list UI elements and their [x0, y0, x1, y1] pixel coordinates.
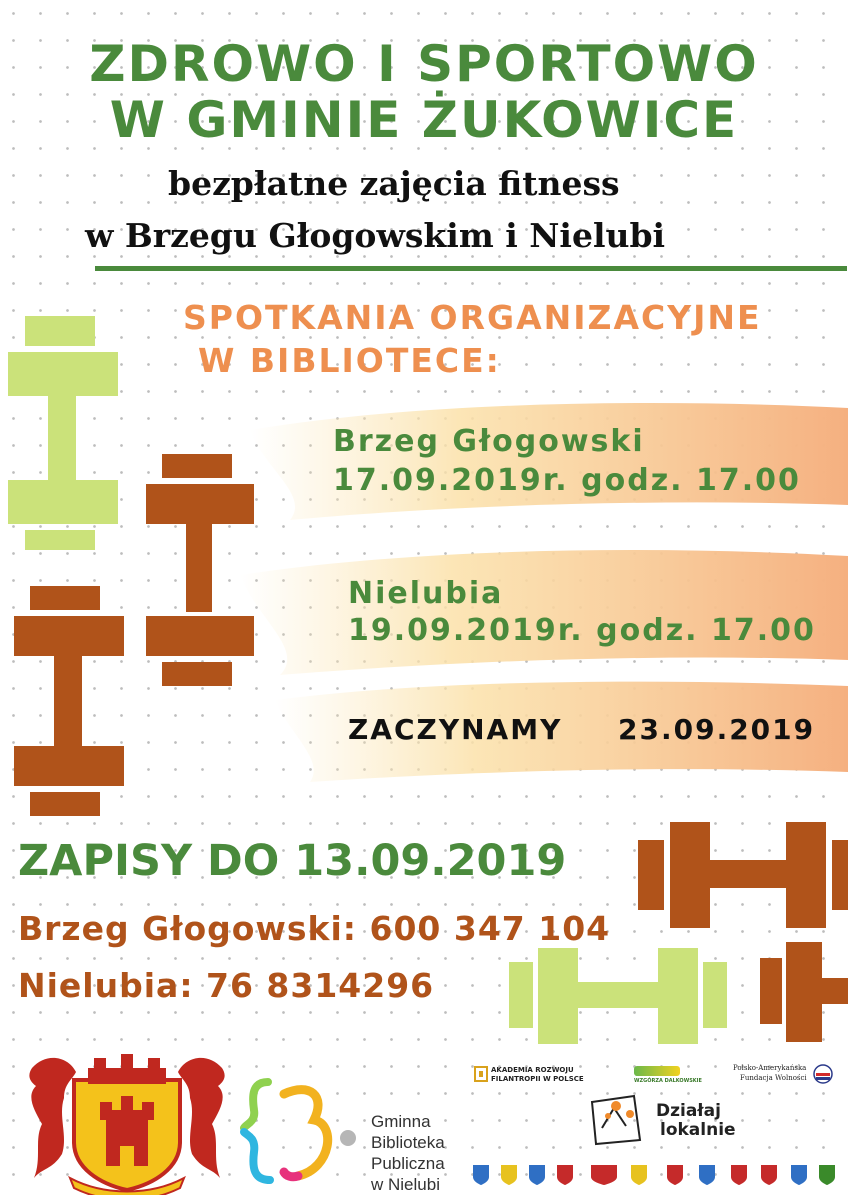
akademia-text-line2: FILANTROPII W POLSCE — [491, 1075, 584, 1083]
gmina-crest-icon — [556, 1164, 574, 1186]
brush-stroke-1 — [250, 403, 848, 520]
gmina-crest-icon — [760, 1164, 778, 1186]
fundacja-logo-icon — [812, 1064, 834, 1084]
page-title-line2: W GMINIE ŻUKOWICE — [109, 91, 739, 149]
dumbbell-icon — [758, 940, 848, 1044]
dumbbell-icon — [505, 944, 731, 1049]
subtitle-line2: w Brzegu Głogowskim i Nielubi — [85, 216, 666, 255]
registration-contact-2: Nielubia: 76 8314296 — [18, 966, 435, 1005]
gmina-crest-icon — [500, 1164, 518, 1186]
page-title-line1: ZDROWO I SPORTOWO — [89, 35, 759, 93]
gmina-crest-icon — [666, 1164, 684, 1186]
dumbbell-icon — [0, 310, 130, 555]
gmina-crest-icon — [590, 1164, 618, 1186]
gmina-crest-icon — [528, 1164, 546, 1186]
library-name-line3: Publiczna — [371, 1154, 445, 1173]
gmina-crest-icon — [730, 1164, 748, 1186]
library-name-line4: w Nielubi — [371, 1175, 440, 1194]
dumbbell-icon — [140, 448, 260, 690]
header-divider — [95, 266, 847, 271]
meetings-heading-line2: W BIBLIOTECE: — [198, 341, 501, 380]
library-name-line2: Biblioteka — [371, 1133, 445, 1152]
dzialaj-text-line1: Działaj — [656, 1101, 721, 1121]
start-date: 23.09.2019 — [618, 713, 816, 746]
gmina-crest-icon — [790, 1164, 808, 1186]
zagloba-logo-label: WZGÓRZA DALKOWSKIE — [634, 1078, 702, 1084]
akademia-logo-icon — [474, 1066, 488, 1082]
dzialaj-lokalnie-logo-icon — [588, 1092, 654, 1148]
meeting-place-1: Brzeg Głogowski — [333, 424, 645, 459]
meeting-when-1: 17.09.2019r. godz. 17.00 — [333, 463, 801, 498]
start-label: ZACZYNAMY — [348, 713, 563, 746]
coat-of-arms-icon — [24, 1050, 230, 1195]
dzialaj-text-line2: lokalnie — [660, 1120, 736, 1140]
gmina-crest-icon — [630, 1164, 648, 1186]
meetings-heading-line1: SPOTKANIA ORGANIZACYJNE — [183, 298, 762, 337]
dumbbell-icon — [634, 818, 848, 932]
fundacja-text-line1: Polsko-Amerykańska — [733, 1064, 807, 1072]
library-name-line1: Gminna — [371, 1112, 431, 1131]
registration-heading: ZAPISY DO 13.09.2019 — [18, 836, 567, 886]
crest-row — [472, 1164, 848, 1188]
registration-contact-1: Brzeg Głogowski: 600 347 104 — [18, 909, 611, 948]
gmina-crest-icon — [818, 1164, 836, 1186]
dumbbell-icon — [8, 582, 130, 822]
meeting-when-2: 19.09.2019r. godz. 17.00 — [348, 613, 816, 648]
subtitle-line1: bezpłatne zajęcia fitness — [168, 164, 620, 203]
gmina-crest-icon — [472, 1164, 490, 1186]
library-logo-icon — [240, 1076, 360, 1194]
fundacja-text-line2: Fundacja Wolności — [740, 1074, 807, 1082]
meeting-place-2: Nielubia — [348, 576, 504, 611]
zagloba-logo-icon — [634, 1066, 680, 1076]
gmina-crest-icon — [698, 1164, 716, 1186]
akademia-text-line1: AKADEMIA ROZWOJU — [491, 1066, 574, 1074]
